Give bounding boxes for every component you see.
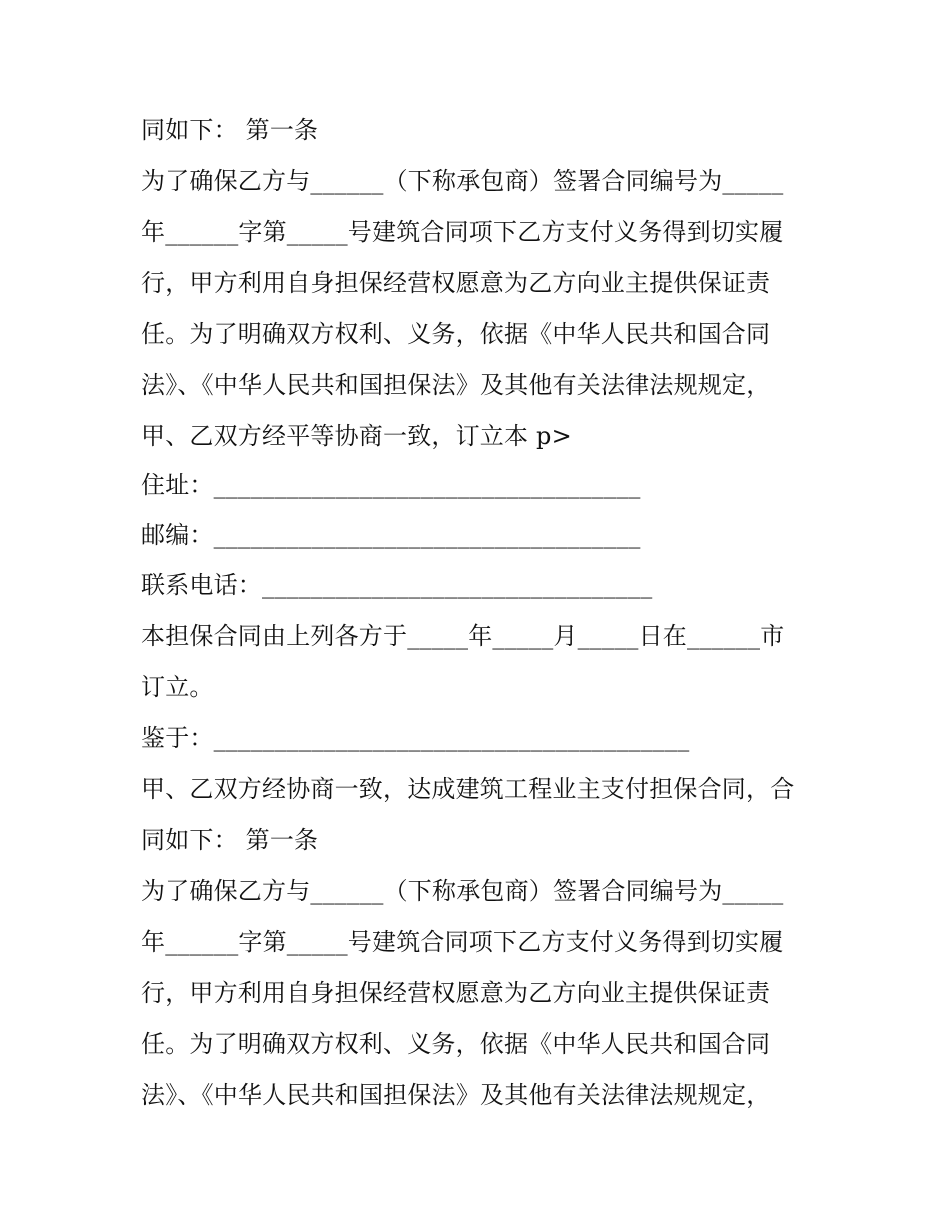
text-line: 行，甲方利用自身担保经营权愿意为乙方向业主提供保证责	[141, 979, 771, 1007]
text-line: 甲、乙双方经平等协商一致，订立本 p>	[141, 422, 572, 450]
text-line: 任。为了明确双方权利、义务，依据《中华人民共和国合同	[141, 1030, 771, 1058]
text-line: 任。为了明确双方权利、义务，依据《中华人民共和国合同	[141, 320, 771, 348]
text-line: 本担保合同由上列各方于_____年_____月_____日在______市	[141, 622, 785, 650]
text-line: 订立。	[141, 673, 214, 701]
text-line: 法》、《中华人民共和国担保法》及其他有关法律法规规定，	[141, 371, 771, 399]
text-line: 甲、乙双方经协商一致，达成建筑工程业主支付担保合同，合	[141, 775, 795, 803]
text-line: 同如下： 第一条	[141, 116, 319, 144]
address-line: 住址：___________________________________	[141, 471, 641, 499]
whereas-line: 鉴于：_______________________________________	[141, 724, 690, 752]
text-line: 同如下： 第一条	[141, 826, 319, 854]
text-line: 法》、《中华人民共和国担保法》及其他有关法律法规规定，	[141, 1081, 771, 1109]
text-line: 年______字第_____号建筑合同项下乙方支付义务得到切实履	[141, 218, 784, 246]
postcode-line: 邮编：___________________________________	[141, 521, 641, 549]
text-line: 年______字第_____号建筑合同项下乙方支付义务得到切实履	[141, 928, 784, 956]
text-line: 为了确保乙方与______（下称承包商）签署合同编号为_____	[141, 167, 784, 195]
phone-line: 联系电话：________________________________	[141, 571, 653, 599]
text-line: 为了确保乙方与______（下称承包商）签署合同编号为_____	[141, 877, 784, 905]
text-line: 行，甲方利用自身担保经营权愿意为乙方向业主提供保证责	[141, 269, 771, 297]
